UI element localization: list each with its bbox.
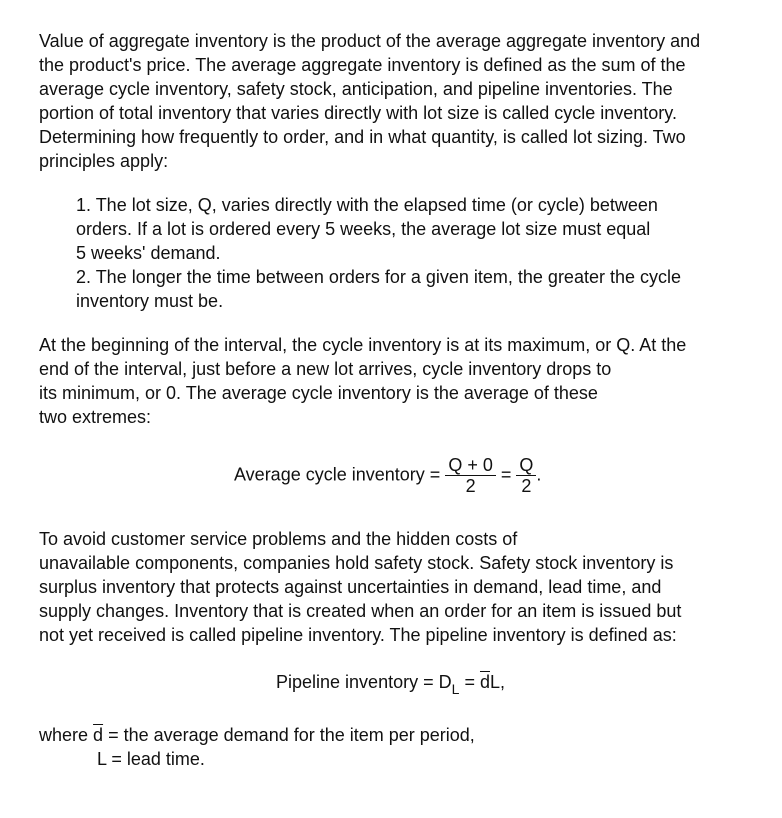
equation-period: . bbox=[536, 464, 542, 485]
lead-subscript: L bbox=[451, 681, 460, 697]
average-demand-symbol: $\overline{d}$ bbox=[479, 672, 490, 692]
fraction-numerator: Q + 0 bbox=[445, 455, 496, 476]
equation-lhs: Average cycle inventory bbox=[234, 464, 425, 485]
definition-text: = lead time. bbox=[111, 749, 205, 769]
demand-symbol: D bbox=[438, 672, 452, 692]
list-item: 2. The longer the time between orders for a given item, the greater the cycle bbox=[76, 267, 681, 287]
safety-pipeline-paragraph bbox=[39, 527, 681, 647]
equals-sign: = bbox=[423, 672, 434, 692]
principles-list bbox=[76, 193, 681, 313]
text-line: end of the interval, just before a new lot arrives, cycle inventory drops to bbox=[39, 359, 612, 379]
definition-line bbox=[39, 747, 475, 771]
text-line: not yet received is called pipeline inventory. The pipeline inventory is defined as: bbox=[39, 625, 677, 645]
lead-time-symbol: L, bbox=[490, 672, 506, 692]
text-line: average cycle inventory, safety stock, anticipation, and pipeline inventories. The bbox=[39, 79, 673, 99]
text-line: the product's price. The average aggregate inventory is defined as the sum of the bbox=[39, 55, 686, 75]
equals-sign: = bbox=[464, 672, 475, 692]
list-item: 5 weeks' demand. bbox=[76, 243, 221, 263]
text-line: Value of aggregate inventory is the product of the average aggregate inventory and bbox=[39, 31, 701, 51]
equals-sign: = bbox=[429, 464, 441, 485]
pipeline-inventory-equation bbox=[276, 670, 505, 695]
text-line: surplus inventory that protects against uncertainties in demand, lead time, and bbox=[39, 577, 662, 597]
fraction bbox=[516, 455, 536, 496]
definition-line bbox=[39, 723, 475, 747]
average-demand-symbol: $\overline{d}$ bbox=[93, 725, 104, 745]
intro-paragraph bbox=[39, 29, 700, 173]
fraction bbox=[445, 455, 496, 496]
equation-lhs: Pipeline inventory bbox=[276, 672, 419, 692]
cycle-paragraph bbox=[39, 333, 686, 429]
fraction-denominator: 2 bbox=[521, 476, 532, 496]
list-item: inventory must be. bbox=[76, 291, 224, 311]
fraction-denominator: 2 bbox=[465, 476, 476, 496]
text-line: supply changes. Inventory that is created when an order for an item is issued but bbox=[39, 601, 682, 621]
text-line: its minimum, or 0. The average cycle inventory is the average of these bbox=[39, 383, 598, 403]
text-line: To avoid customer service problems and the hidden costs of bbox=[39, 529, 518, 549]
text-line: unavailable components, companies hold safety stock. Safety stock inventory is bbox=[39, 553, 674, 573]
average-cycle-inventory-equation bbox=[234, 455, 541, 496]
text-line: At the beginning of the interval, the cycle inventory is at its maximum, or Q. At the bbox=[39, 335, 687, 355]
definitions bbox=[39, 723, 475, 771]
list-item: 1. The lot size, Q, varies directly with the elapsed time (or cycle) between bbox=[76, 195, 658, 215]
text-line: portion of total inventory that varies directly with lot size is called cycle inventory. bbox=[39, 103, 677, 123]
text-line: two extremes: bbox=[39, 407, 152, 427]
where-word: where bbox=[39, 725, 89, 745]
list-item: orders. If a lot is ordered every 5 weeks, the average lot size must equal bbox=[76, 219, 651, 239]
text-line: principles apply: bbox=[39, 151, 169, 171]
equals-sign: = bbox=[500, 464, 512, 485]
definition-text: = the average demand for the item per period, bbox=[108, 725, 475, 745]
text-line: Determining how frequently to order, and in what quantity, is called lot sizing. Two bbox=[39, 127, 686, 147]
lead-time-symbol: L bbox=[97, 749, 107, 769]
fraction-numerator: Q bbox=[516, 455, 536, 476]
